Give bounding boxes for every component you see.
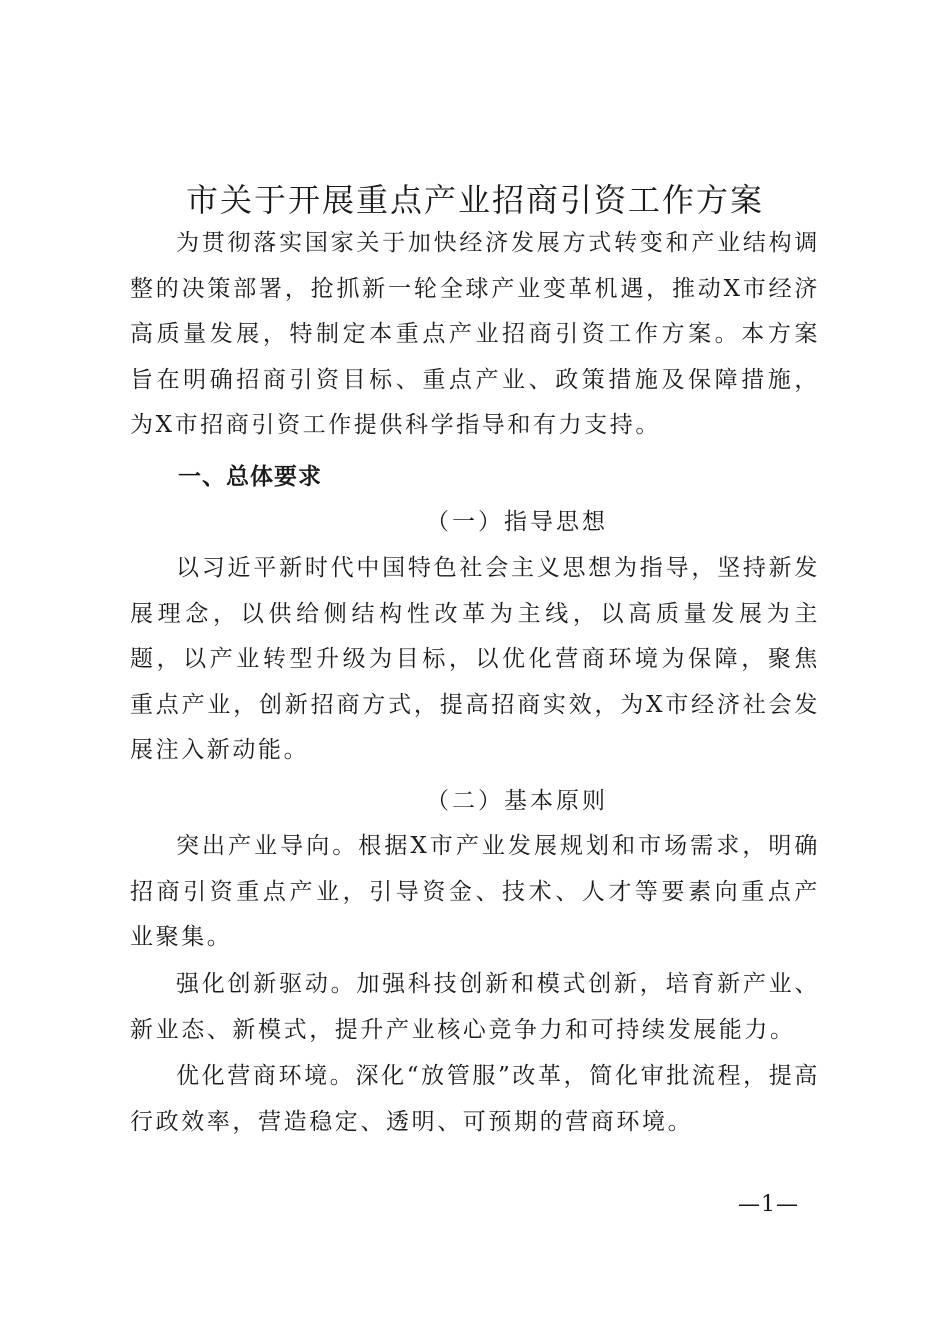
guiding-ideology-paragraph: 以习近平新时代中国特色社会主义思想为指导，坚持新发展理念，以供给侧结构性改革为主线，以高质量发展为主题，以产业转型升级为目标，以优化营商环境为保障，聚焦重点产业，创新招商方式，提高招商实效，为X市经济社会发展注入新动能。 bbox=[130, 555, 820, 763]
intro-paragraph: 为贯彻落实国家关于加快经济发展方式转变和产业结构调整的决策部署，抢抓新一轮全球产业变革机遇，推动X市经济高质量发展，特制定本重点产业招商引资工作方案。本方案旨在明确招商引资目标、重点产业、政策措施及保障措施，为X市招商引资工作提供科学指导和有力支持。 bbox=[130, 230, 820, 438]
section-heading-overall-requirements: 一、总体要求 bbox=[178, 464, 322, 490]
subsection-heading-basic-principles: （二）基本原则 bbox=[426, 788, 608, 814]
principle-paragraph-business-environment: 优化营商环境。深化“放管服”改革，简化审批流程，提高行政效率，营造稳定、透明、可预期的营商环境。 bbox=[130, 1063, 820, 1135]
principle-paragraph-industry-orientation: 突出产业导向。根据X市产业发展规划和市场需求，明确招商引资重点产业，引导资金、技术、人才等要素向重点产业聚集。 bbox=[130, 833, 820, 950]
page-number: —1— bbox=[738, 1192, 799, 1217]
principle-paragraph-innovation-driven: 强化创新驱动。加强科技创新和模式创新，培育新产业、新业态、新模式，提升产业核心竞争力和可持续发展能力。 bbox=[130, 971, 820, 1043]
subsection-heading-guiding-ideology: （一）指导思想 bbox=[426, 509, 608, 535]
document-title: 市关于开展重点产业招商引资工作方案 bbox=[185, 181, 764, 219]
